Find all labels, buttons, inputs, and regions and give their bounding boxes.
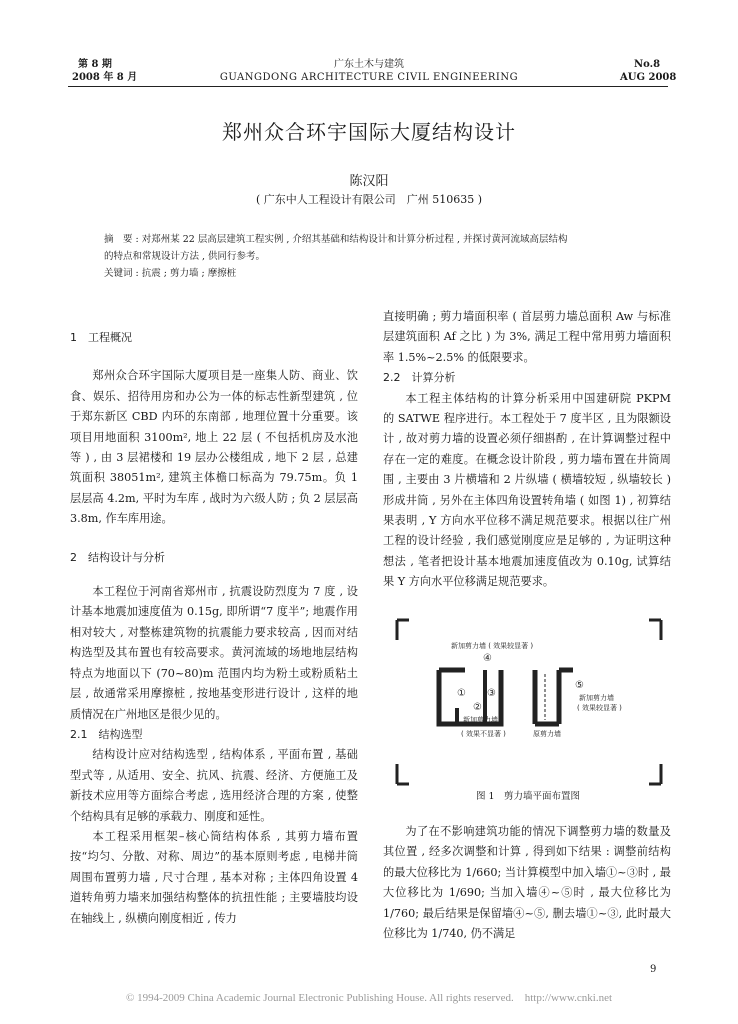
right-column-bottom [383, 822, 671, 944]
figure-number-3: ③ [487, 688, 496, 699]
figure-label-right-1: 新加剪力墙 [579, 694, 614, 702]
keywords: 关键词 : 抗震 ; 剪力墙 ; 摩擦桩 [104, 268, 237, 279]
figure-label-right-2: ( 效果较显著 ) [577, 704, 622, 712]
affiliation: ( 广东中人工程设计有限公司 广州 510635 ) [255, 193, 483, 206]
figure-number-2: ② [473, 702, 482, 713]
header-date-en: AUG 2008 [620, 72, 677, 83]
header-rule [68, 86, 668, 87]
right-paragraph-continued: 直接明确 ; 剪力墙面积率 ( 首层剪力墙总面积 Aw 与标准层建筑面积 Af 之比 ) 为 3%, 满足工程中常用剪力墙面积率 1.5%~2.5% 的低限要求。 [383, 310, 671, 364]
section-2-paragraph: 本工程位于河南省郑州市 , 抗震设防烈度为 7 度 , 设计基本地震加速度值为 0.15g, 即所谓“7 度半”; 地震作用相对较大 , 对整栋建筑物的抗震能力要求较高 , 因而对结构选型及其布置也有较高要求。黄河流域的场地地层结构特点为地面以下 (70~80)m 范围内均为粉土或粉质粘土层 , 故通常采用摩擦桩 , 按地基变形进行设计 , 这样的地质情况在广州地区是很少见的。 [70, 585, 358, 721]
right-column-top [383, 307, 671, 593]
header-issue-en: No.8 [634, 59, 661, 70]
author-name: 陈汉阳 [349, 174, 389, 189]
header-journal-en: GUANGDONG ARCHITECTURE CIVIL ENGINEERING [219, 72, 519, 83]
header-journal-cn: 广东土木与建筑 [334, 59, 404, 70]
figure-number-5: ⑤ [575, 680, 584, 691]
section-2-heading: 2 结构设计与分析 [70, 550, 165, 564]
right-paragraph-after-figure: 为了在不影响建筑功能的情况下调整剪力墙的数量及其位置 , 经多次调整和计算 , 得到如下结果 : 调整前结构的最大位移比为 1/660; 当计算模型中加入墙①~③时 , 最大位移比为 1/690; 当加入墙④~⑤时 , 最大位移比为 1/760; 最后结果是保留墙④~⑤, 删去墙①~③, 此时最大位移比为 1/740, 仍不满足 [383, 825, 671, 941]
figure-number-4: ④ [483, 653, 492, 664]
article-title: 郑州众合环宇国际大厦结构设计 [222, 120, 516, 144]
corner-wall-bottom-right [649, 764, 661, 784]
shear-wall-plan-figure [383, 612, 673, 792]
section-2-2-heading: 2.2 计算分析 [383, 371, 456, 385]
section-2-1-paragraph-1: 结构设计应对结构选型 , 结构体系 , 平面布置 , 基础型式等 , 从适用、安全、抗风、抗震、经济、方便施工及新技术应用等方面综合考虑 , 选用经济合理的方案 , 使整个结构具有足够的承载力、刚度和延性。 [70, 748, 358, 823]
figure-label-mid: 新加剪力墙 [463, 716, 498, 724]
corner-wall-top-right [649, 620, 661, 640]
abstract-line-2: 的特点和常规设计方法 , 供同行参考。 [104, 251, 266, 262]
figure-label-mid-2: ( 效果不显著 ) [461, 730, 506, 738]
corner-wall-top-left [397, 620, 409, 640]
figure-caption: 图 1 剪力墙平面布置图 [475, 791, 581, 802]
header-date-cn: 2008 年 8 月 [72, 72, 138, 83]
section-2-1-paragraph-2: 本工程采用框架–核心筒结构体系 , 其剪力墙布置按“均匀、分散、对称、周边”的基本原则考虑 , 电梯井筒周围布置剪力墙 , 尺寸合理 , 基本对称 ; 主体四角设置 4 道转角剪力墙来加强结构整体的抗扭性能 ; 主要墙肢均设在轴线上 , 纵横向刚度相近 , 传力 [70, 829, 358, 925]
abstract-line-1: 摘 要 : 对郑州某 22 层高层建筑工程实例 , 介绍其基础和结构设计和计算分析过程 , 并探讨黄河流域高层结构 [104, 234, 568, 245]
figure-label-bottom: 原剪力墙 [533, 730, 561, 738]
section-2-1-heading: 2.1 结构选型 [70, 727, 143, 741]
header-issue-cn: 第 8 期 [78, 59, 112, 70]
section-1-heading: 1 工程概况 [70, 331, 132, 344]
left-column [70, 328, 358, 929]
section-1-paragraph: 郑州众合环宇国际大厦项目是一座集人防、商业、饮食、娱乐、招待用房和办公为一体的标志性新型建筑 , 位于郑东新区 CBD 内环的东南部 , 地理位置十分重要。该项目用地面积 3100m², 地上 22 层 ( 不包括机房及水池等 ) , 由 3 层裙楼和 19 层办公楼组成 , 地下 2 层 , 总建筑面积 38051m², 建筑主体檐口标高为 79.75m。负 1 层层高 4.2m, 平时为车库 , 战时为六级人防 ; 负 2 层层高 3.8m, 作车库用途。 [70, 369, 358, 526]
figure-label-top: 新加剪力墙 ( 效果较显著 ) [451, 642, 534, 650]
page-number: 9 [650, 964, 657, 975]
core-wall-right [535, 670, 559, 724]
figure-number-1: ① [457, 688, 466, 699]
corner-wall-bottom-left [397, 764, 409, 784]
section-2-2-paragraph: 本工程主体结构的计算分析采用中国建研院 PKPM 的 SATWE 程序进行。本工程处于 7 度半区 , 且为限额设计 , 故对剪力墙的设置必须仔细斟酌 , 在计算调整过程中存在一定的难度。在概念设计阶段 , 剪力墙布置在井筒周围 , 主要由 3 片横墙和 2 片纵墙 ( 横墙较短 , 纵墙较长 ) 形成井筒 , 另外在主体四角设置转角墙 ( 如图 1) , 初算结果表明 , Y 方向水平位移不满足规范要求。根据以往广州工程的设计经验 , 我们感觉刚度应是足够的 , 为证明这种想法 , 笔者把设计基本地震加速度值改为 0.10g, 试算结果 Y 方向水平位移满足规范要求。 [383, 391, 671, 589]
copyright-footer: © 1994-2009 China Academic Journal Electronic Publishing House. All rights reserved. http://www.cnki.net [125, 992, 613, 1004]
